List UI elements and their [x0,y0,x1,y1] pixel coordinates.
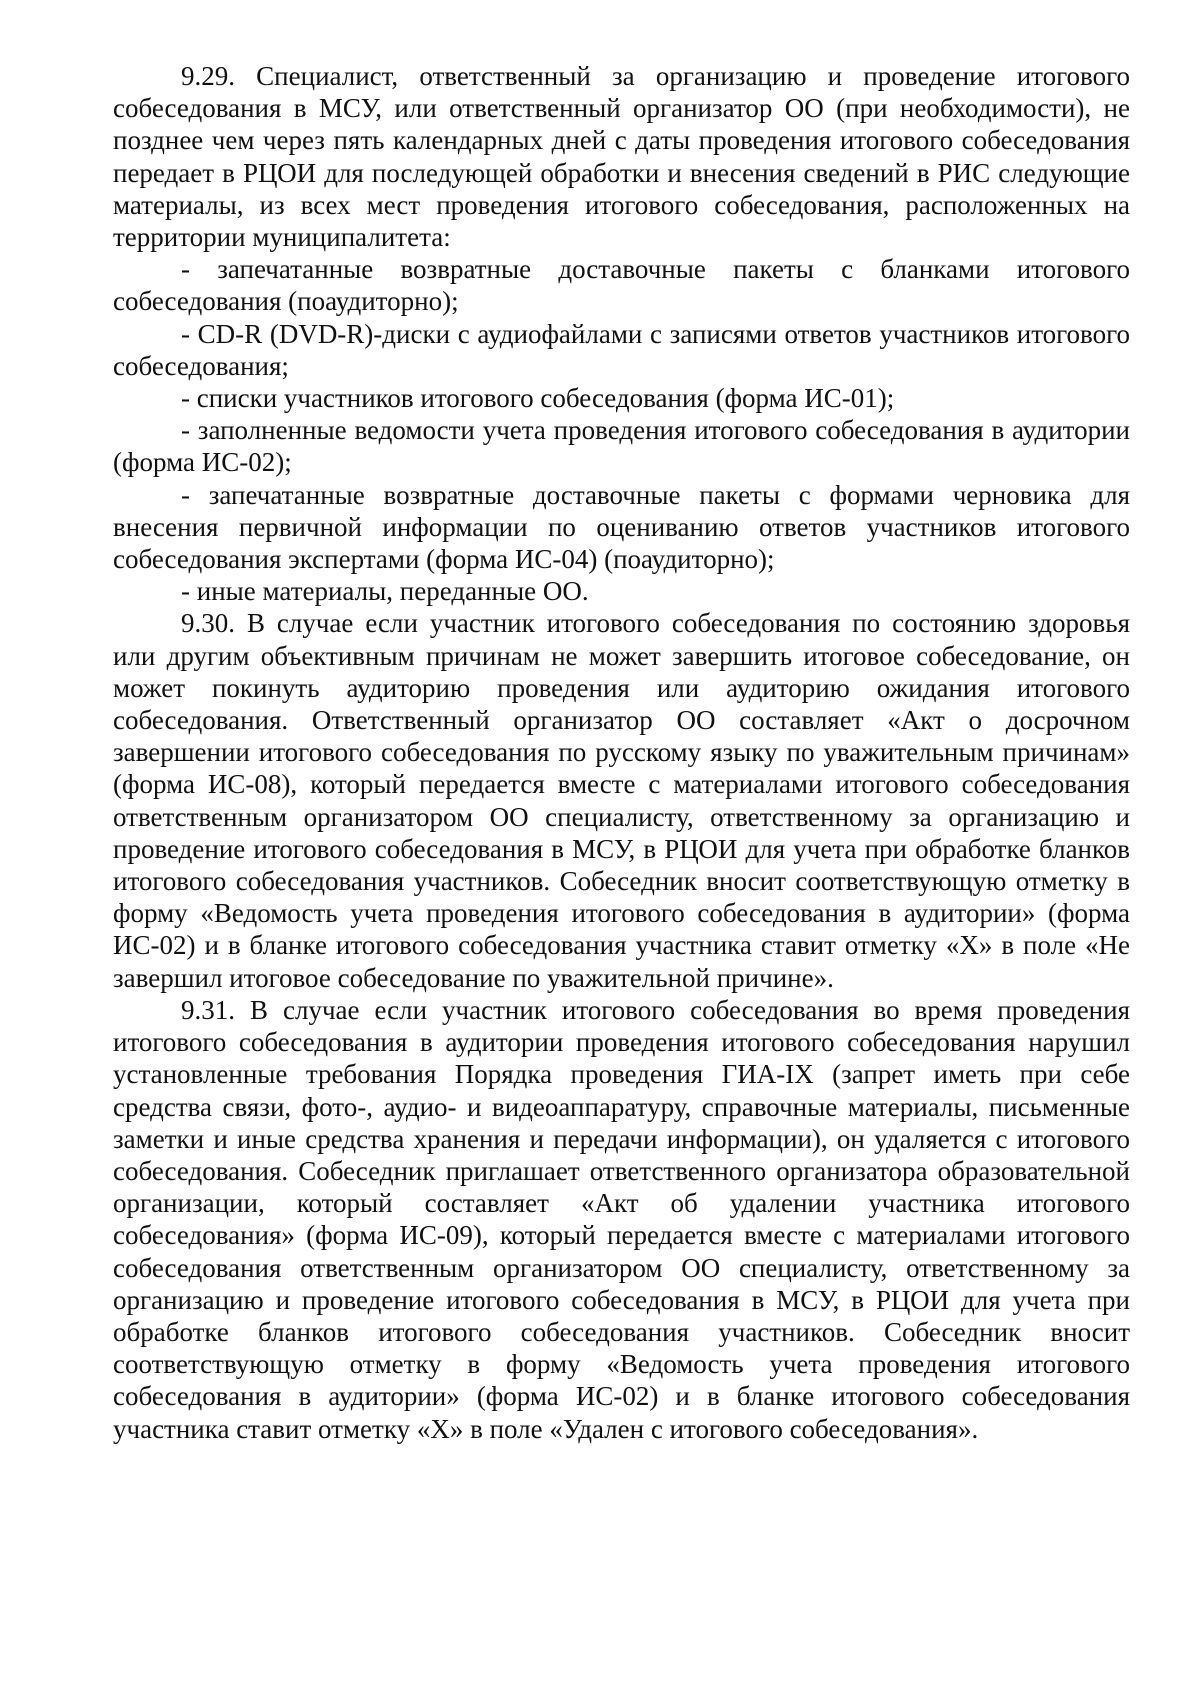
list-item-filled-statements: - заполненные ведомости учета проведения итогового собеседования в аудитории (форма ИС-02); [113,415,1130,478]
list-item-cd-disks: - CD-R (DVD-R)-диски с аудиофайлами с записями ответов участников итогового собеседования; [113,318,1130,381]
document-page [113,60,1130,1445]
paragraph-9-29: 9.29. Специалист, ответственный за организацию и проведение итогового собеседования в МСУ, или ответственный организатор ОО (при необходимости), не позднее чем через пять календарных дней с даты проведения итогового собеседования передает в РЦОИ для последующей обработки и внесения сведений в РИС следующие материалы, из всех мест проведения итогового собеседования, расположенных на территории муниципалитета: [113,61,1130,253]
list-item-other-materials: - иные материалы, переданные ОО. [181,576,589,607]
paragraph-9-31: 9.31. В случае если участник итогового собеседования во время проведения итогового собеседования в аудитории проведения итогового собеседования нарушил установленные требования Порядка проведения ГИА-IX (запрет иметь при себе средства связи, фото-, аудио- и видеоаппаратуру, справочные материалы, письменные заметки и иные средства хранения и передачи информации), он удаляется с итогового собеседования. Собеседник приглашает ответственного организатора образовательной организации, который составляет «Акт об удалении участника итогового собеседования» (форма ИС-09), который передается вместе с материалами итогового собеседования ответственным организатором ОО специалисту, ответственному за организацию и проведение итогового собеседования в МСУ, в РЦОИ для учета при обработке бланков итогового собеседования участников. Собеседник вносит соответствующую отметку в форму «Ведомость учета проведения итогового собеседования в аудитории» (форма ИС-02) и в бланке итогового собеседования участника ставит отметку «Х» в поле «Удален с итогового собеседования». [113,994,1130,1444]
list-item-return-packages: - запечатанные возвратные доставочные пакеты с бланками итогового собеседования (поаудиторно); [113,254,1130,317]
list-item-participant-lists: - списки участников итогового собеседования (форма ИС-01); [181,383,895,414]
paragraph-9-30: 9.30. В случае если участник итогового собеседования по состоянию здоровья или другим объективным причинам не может завершить итоговое собеседование, он может покинуть аудиторию проведения или аудиторию ожидания итогового собеседования. Ответственный организатор ОО составляет «Акт о досрочном завершении итогового собеседования по русскому языку по уважительным причинам» (форма ИС-08), который передается вместе с материалами итогового собеседования ответственным организатором ОО специалисту, ответственному за организацию и проведение итогового собеседования в МСУ, в РЦОИ для учета при обработке бланков итогового собеседования участников. Собеседник вносит соответствующую отметку в форму «Ведомость учета проведения итогового собеседования в аудитории» (форма ИС-02) и в бланке итогового собеседования участника ставит отметку «Х» в поле «Не завершил итоговое собеседование по уважительной причине». [113,608,1130,993]
list-item-draft-packages: - запечатанные возвратные доставочные пакеты с формами черновика для внесения первичной информации по оцениванию ответов участников итогового собеседования экспертами (форма ИС-04) (поаудиторно); [113,479,1130,575]
